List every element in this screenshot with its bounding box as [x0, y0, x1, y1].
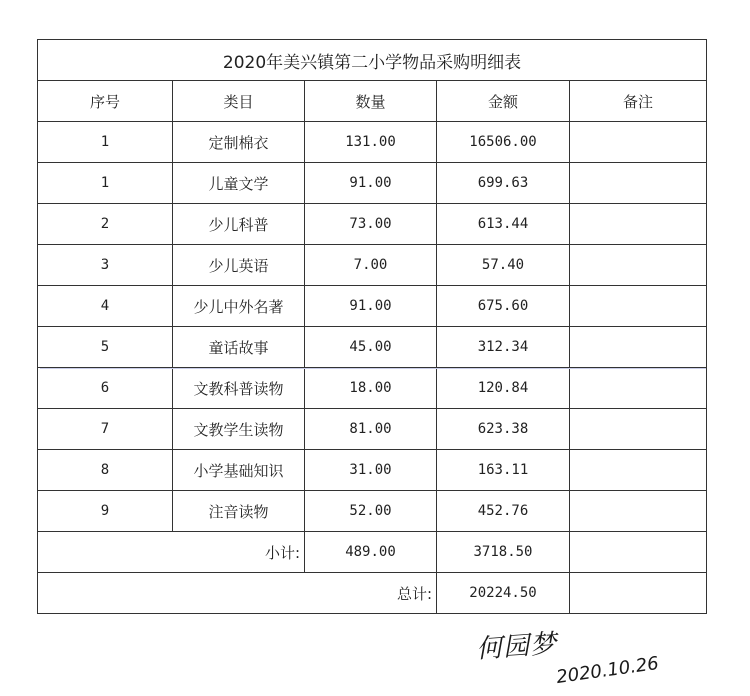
- header-index: 序号: [38, 81, 173, 122]
- table-row: [38, 204, 707, 245]
- cell-index: 5: [38, 327, 173, 368]
- cell-quantity: 52.00: [305, 491, 437, 532]
- cell-remark: [570, 368, 707, 409]
- cell-category: 童话故事: [173, 327, 305, 368]
- cell-remark: [570, 286, 707, 327]
- subtotal-quantity: 489.00: [305, 532, 437, 573]
- table-row: [38, 491, 707, 532]
- cell-remark: [570, 327, 707, 368]
- cell-quantity: 18.00: [305, 368, 437, 409]
- cell-category: 小学基础知识: [173, 450, 305, 491]
- cell-amount: 452.76: [437, 491, 570, 532]
- cell-remark: [570, 122, 707, 163]
- cell-amount: 57.40: [437, 245, 570, 286]
- cell-category: 定制棉衣: [173, 122, 305, 163]
- cell-index: 2: [38, 204, 173, 245]
- table-row: [38, 163, 707, 204]
- cell-amount: 623.38: [437, 409, 570, 450]
- subtotal-amount: 3718.50: [437, 532, 570, 573]
- cell-index: 9: [38, 491, 173, 532]
- cell-remark: [570, 409, 707, 450]
- table-row: [38, 368, 707, 409]
- cell-quantity: 91.00: [305, 286, 437, 327]
- handwritten-signature: 何园梦: [475, 629, 559, 665]
- cell-category: 少儿中外名著: [173, 286, 305, 327]
- cell-category: 少儿英语: [173, 245, 305, 286]
- cell-index: 7: [38, 409, 173, 450]
- cell-index: 3: [38, 245, 173, 286]
- cell-amount: 16506.00: [437, 122, 570, 163]
- cell-quantity: 45.00: [305, 327, 437, 368]
- cell-amount: 312.34: [437, 327, 570, 368]
- header-category: 类目: [173, 81, 305, 122]
- cell-quantity: 31.00: [305, 450, 437, 491]
- cell-remark: [570, 204, 707, 245]
- handwritten-date: 2020.10.26: [555, 652, 661, 689]
- cell-quantity: 81.00: [305, 409, 437, 450]
- cell-amount: 120.84: [437, 368, 570, 409]
- table-row: [38, 327, 707, 368]
- header-quantity: 数量: [305, 81, 437, 122]
- scan-artifact-line: [40, 368, 706, 369]
- table-row: [38, 409, 707, 450]
- cell-quantity: 7.00: [305, 245, 437, 286]
- cell-quantity: 131.00: [305, 122, 437, 163]
- cell-remark: [570, 245, 707, 286]
- total-label: 总计:: [38, 573, 437, 614]
- cell-amount: 699.63: [437, 163, 570, 204]
- cell-index: 4: [38, 286, 173, 327]
- procurement-table: [37, 39, 707, 614]
- table-row: [38, 122, 707, 163]
- cell-amount: 613.44: [437, 204, 570, 245]
- header-amount: 金额: [437, 81, 570, 122]
- subtotal-row: [38, 532, 707, 573]
- total-amount: 20224.50: [437, 573, 570, 614]
- cell-category: 注音读物: [173, 491, 305, 532]
- header-row: [38, 81, 707, 122]
- table-row: [38, 245, 707, 286]
- table-row: [38, 450, 707, 491]
- cell-remark: [570, 491, 707, 532]
- cell-category: 文教科普读物: [173, 368, 305, 409]
- cell-remark: [570, 163, 707, 204]
- cell-quantity: 91.00: [305, 163, 437, 204]
- cell-index: 6: [38, 368, 173, 409]
- cell-index: 1: [38, 163, 173, 204]
- subtotal-label: 小计:: [38, 532, 305, 573]
- cell-remark: [570, 450, 707, 491]
- cell-category: 文教学生读物: [173, 409, 305, 450]
- subtotal-remark: [570, 532, 707, 573]
- cell-index: 8: [38, 450, 173, 491]
- total-remark: [570, 573, 707, 614]
- total-row: [38, 573, 707, 614]
- cell-index: 1: [38, 122, 173, 163]
- header-remark: 备注: [570, 81, 707, 122]
- cell-category: 儿童文学: [173, 163, 305, 204]
- cell-amount: 163.11: [437, 450, 570, 491]
- cell-category: 少儿科普: [173, 204, 305, 245]
- cell-quantity: 73.00: [305, 204, 437, 245]
- table-row: [38, 286, 707, 327]
- title-row: [38, 40, 707, 81]
- cell-amount: 675.60: [437, 286, 570, 327]
- table-title: 2020年美兴镇第二小学物品采购明细表: [38, 40, 707, 81]
